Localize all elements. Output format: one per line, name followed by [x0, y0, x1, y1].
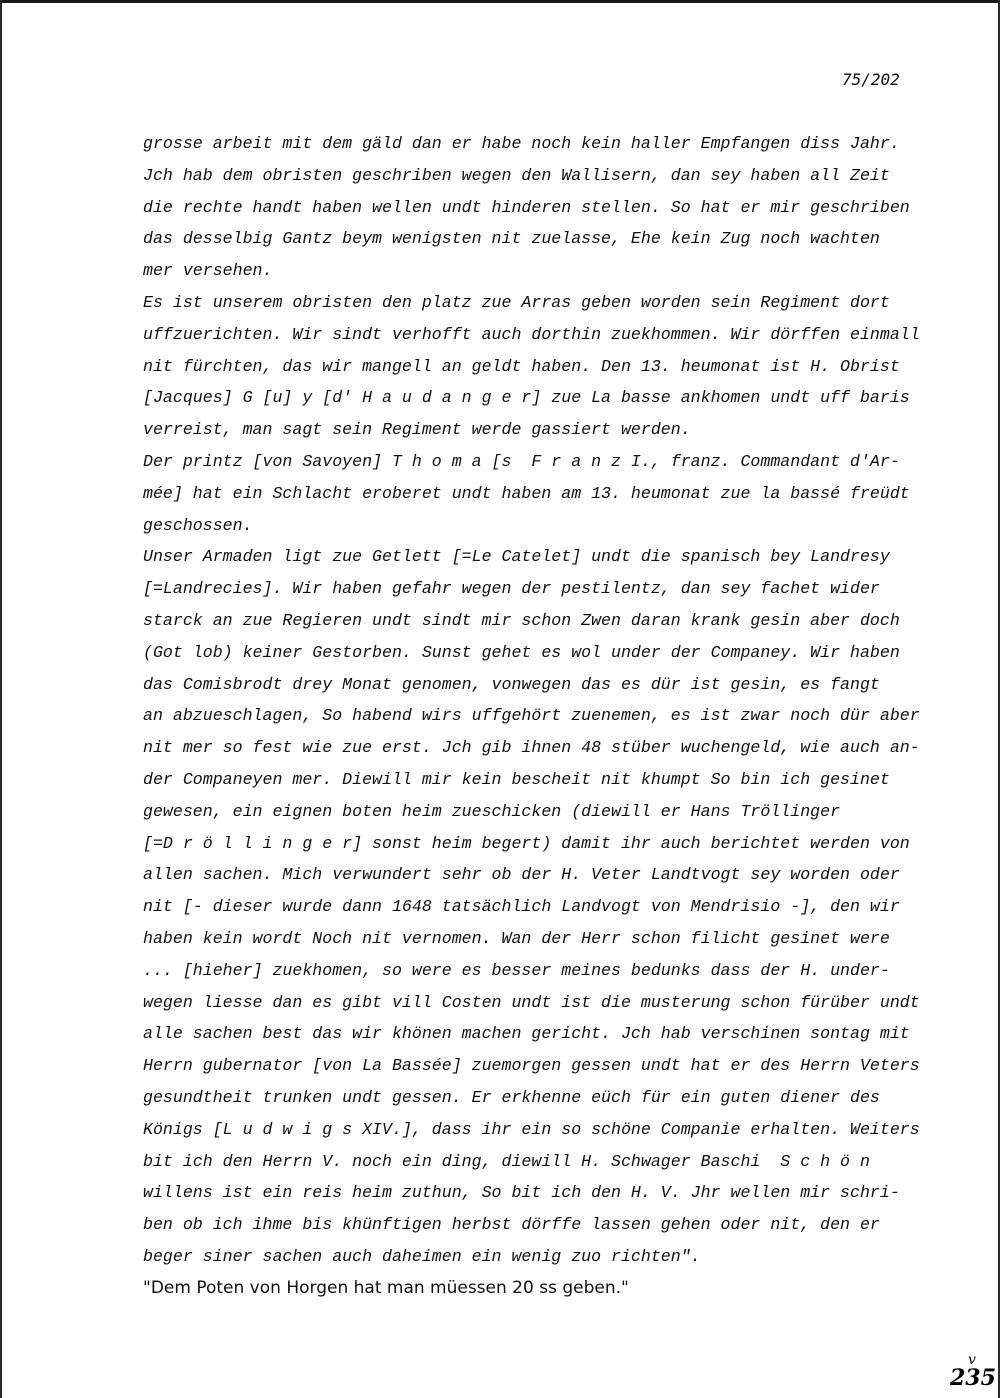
- stamp-number: 235: [950, 1365, 996, 1391]
- text-line: willens ist ein reis heim zuthun, So bit ich den H. V. Jhr wellen mir schri-: [143, 1183, 900, 1203]
- text-line: das Comisbrodt drey Monat genomen, vonwegen das es dür ist gesin, es fangt: [143, 674, 880, 694]
- text-line: beger siner sachen auch daheimen ein wenig zuo richten".: [143, 1246, 701, 1266]
- text-line: [=D r ö l l i n g e r] sonst heim begert) damit ihr auch berichtet werden von: [143, 833, 910, 853]
- page-number: 75/202: [842, 70, 900, 89]
- text-line: haben kein wordt Noch nit vernomen. Wan der Herr schon filicht gesinet were: [143, 928, 890, 948]
- text-line: Der printz [von Savoyen] T h o m a [s F r a n z I., franz. Commandant d'Ar-: [143, 451, 900, 471]
- text-line: gewesen, ein eignen boten heim zueschicken (diewill er Hans Tröllinger: [143, 801, 841, 821]
- text-line: gesundtheit trunken undt gessen. Er erkhenne eüch für ein guten diener des: [143, 1087, 880, 1107]
- text-line: Jch hab dem obristen geschriben wegen den Wallisern, dan sey haben all Zeit: [143, 165, 890, 185]
- text-line: (Got lob) keiner Gestorben. Sunst gehet es wol under der Companey. Wir haben: [143, 642, 900, 662]
- text-line: alle sachen best das wir khönen machen gericht. Jch hab verschinen sontag mit: [143, 1024, 910, 1044]
- text-line: [Jacques] G [u] y [d' H a u d a n g e r] zue La basse ankhomen undt uff baris: [143, 388, 910, 408]
- letter-body: [143, 128, 943, 1273]
- text-line: nit [- dieser wurde dann 1648 tatsächlich Landvogt von Mendrisio -], den wir: [143, 897, 900, 917]
- text-line: bit ich den Herrn V. noch ein ding, diewill H. Schwager Baschi S c h ö n: [143, 1151, 870, 1171]
- text-line: mée] hat ein Schlacht eroberet undt haben am 13. heumonat zue la bassé freüdt: [143, 483, 910, 503]
- text-line: an abzueschlagen, So habend wirs uffgehört zuenemen, es ist zwar noch dür aber: [143, 706, 920, 726]
- text-line: starck an zue Regieren undt sindt mir schon Zwen daran krank gesin aber doch: [143, 610, 900, 630]
- text-line: nit mer so fest wie zue erst. Jch gib ihnen 48 stüber wuchengeld, wie auch an-: [143, 738, 920, 758]
- text-line: allen sachen. Mich verwundert sehr ob der H. Veter Landtvogt sey worden oder: [143, 865, 900, 885]
- text-line: geschossen.: [143, 515, 253, 535]
- text-line: Herrn gubernator [von La Bassée] zuemorgen gessen undt hat er des Herrn Veters: [143, 1056, 920, 1076]
- closing-quote: "Dem Poten von Horgen hat man müessen 20 ss geben.": [143, 1278, 629, 1298]
- text-line: uffzuerichten. Wir sindt verhofft auch dorthin zuekhommen. Wir dörffen einmall: [143, 324, 920, 344]
- text-line: Königs [L u d w i g s XIV.], dass ihr ein so schöne Companie erhalten. Weiters: [143, 1119, 920, 1139]
- text-line: [=Landrecies]. Wir haben gefahr wegen der pestilentz, dan sey fachet wider: [143, 579, 880, 599]
- text-line: wegen liesse dan es gibt vill Costen undt ist die musterung schon fürüber undt: [143, 992, 920, 1012]
- text-line: Unser Armaden ligt zue Getlett [=Le Catelet] undt die spanisch bey Landresy: [143, 547, 890, 567]
- text-line: nit fürchten, das wir mangell an geldt haben. Den 13. heumonat ist H. Obrist: [143, 356, 900, 376]
- text-line: verreist, man sagt sein Regiment werde gassiert werden.: [143, 420, 691, 440]
- scan-left-edge: [0, 0, 2, 1398]
- text-line: mer versehen.: [143, 261, 273, 281]
- scan-top-edge: [0, 0, 1000, 3]
- text-line: ben ob ich ihme bis khünftigen herbst dörffe lassen gehen oder nit, den er: [143, 1215, 880, 1235]
- stamp-check-mark: v: [968, 1352, 976, 1368]
- text-line: Es ist unserem obristen den platz zue Arras geben worden sein Regiment dort: [143, 292, 890, 312]
- text-line: der Companeyen mer. Diewill mir kein bescheit nit khumpt So bin ich gesinet: [143, 769, 890, 789]
- text-line: ... [hieher] zuekhomen, so were es besser meines bedunks dass der H. under-: [143, 960, 890, 980]
- text-line: die rechte handt haben wellen undt hinderen stellen. So hat er mir geschriben: [143, 197, 910, 217]
- text-line: das desselbig Gantz beym wenigsten nit zuelasse, Ehe kein Zug noch wachten: [143, 229, 880, 249]
- text-line: grosse arbeit mit dem gäld dan er habe noch kein haller Empfangen diss Jahr.: [143, 134, 900, 153]
